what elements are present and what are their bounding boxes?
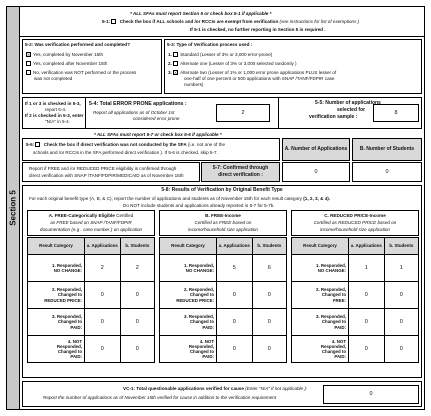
s57-title-a: 5-7: Confirmed through <box>212 165 269 171</box>
s56-text-c: schools and /or RCCIs in the SFA performed direct verification ). If 5-6 is checked, skip 5-7. <box>33 150 218 155</box>
result-category-line: 3. Responded, <box>52 314 83 320</box>
s58-table-title-suffix: Certified <box>116 213 134 218</box>
result-category-label <box>160 336 217 363</box>
s58-result-table <box>291 237 419 363</box>
s53-option-1-checkbox[interactable] <box>173 52 178 57</box>
result-category-line: PAID: <box>202 354 215 360</box>
students-value[interactable]: 0 <box>120 282 154 309</box>
result-category-line: Changed to <box>321 319 347 325</box>
applications-header: a. Applications <box>349 238 385 255</box>
result-category-label <box>292 309 349 336</box>
s53-title: 5-3: Type of Verification process used : <box>167 42 253 47</box>
s51-text: Check the box if ALL schools and /or RCCIs are exempt from verification <box>119 19 279 24</box>
s52-option-1-label: Yes, completed by November 15th <box>33 52 104 57</box>
applications-value[interactable]: 0 <box>217 309 253 336</box>
s53-option-3[interactable]: 3. X Alternate two (Lesser of 1% or 1,000 error prone applications PLUS lesser of <box>168 70 337 76</box>
students-value[interactable]: 6 <box>252 255 286 282</box>
s52-title: 5-2: Was verification performed and completed? <box>25 42 130 47</box>
s52-option-3-label: No, verification was NOT performed or the process <box>33 70 137 75</box>
table-row <box>292 282 419 309</box>
result-category-line: Changed to <box>57 319 83 325</box>
s57-col-applications: A. Number of Applications <box>282 138 350 161</box>
result-category-line: 1. Responded, <box>316 262 347 268</box>
vc1-box <box>22 381 422 407</box>
students-value[interactable]: 0 <box>252 282 286 309</box>
s53-option-1-label: Standard (Lesser of 3% or 3,000 error-prone) <box>180 52 273 57</box>
result-category-line: 4. NOT <box>67 338 83 344</box>
result-category-line: 3. Responded, <box>184 314 215 320</box>
table-row <box>28 309 155 336</box>
result-category-line: NO CHANGE: <box>317 268 347 273</box>
applications-value[interactable]: 0 <box>85 282 121 309</box>
applications-value[interactable]: 5 <box>217 255 253 282</box>
s58-table-title-main: B. FREE-Income <box>205 213 241 218</box>
result-category-label <box>28 309 85 336</box>
s58-desc-a-bold: (1, 2, 3, & 4). <box>303 196 331 201</box>
s57-text-b: direct verification with SNAP /TANF/FDPIR/MEDICAID as of November 15th <box>29 173 184 178</box>
s58-title: 5-8: Results of Verification by Original Benefit Type <box>161 187 283 193</box>
s52-box <box>22 39 162 94</box>
s58-table-c <box>291 210 419 363</box>
students-value[interactable]: 0 <box>384 336 418 363</box>
s54-value[interactable]: 2 <box>216 104 270 122</box>
section-label: Section 5 <box>8 190 18 226</box>
result-category-line: 2. Responded, <box>52 287 83 293</box>
s58-table-sub-b: documentation (e.g . case number ) on application <box>39 227 143 232</box>
result-category-line: Changed to <box>189 349 215 354</box>
vc1-value[interactable]: 0 <box>323 385 419 404</box>
s53-option-2[interactable]: 2. Alternate one (Lesser of 3% or 3,000 selected randomly ) <box>168 61 297 66</box>
s53-option-2-checkbox[interactable] <box>173 61 178 66</box>
s57-title-b: direct verification : <box>218 172 263 178</box>
s58-table-b <box>159 210 287 363</box>
result-category-label <box>292 255 349 282</box>
result-category-line: Changed to <box>189 292 215 298</box>
s54-note-a: If 1 or 3 is checked in 5-3, <box>25 101 81 106</box>
s58-table-title <box>292 213 418 218</box>
s53-box <box>164 39 422 94</box>
s56-text-a: Check the box if direct verification was not conducted by the SFA <box>43 142 187 147</box>
table-row <box>28 282 155 309</box>
result-category-label <box>28 282 85 309</box>
applications-value[interactable]: 2 <box>85 255 121 282</box>
result-category-line: PAID: <box>334 354 347 360</box>
divider <box>85 98 86 128</box>
s58-table-title <box>28 213 154 218</box>
s58-table-a <box>27 210 155 363</box>
s56-label: 5-6: <box>26 142 35 147</box>
s52-option-2-label: Yes, completed after November 15th <box>33 61 108 66</box>
table-row <box>160 282 287 309</box>
result-category-line: Responded, <box>320 343 347 349</box>
s51-note: (see instructions for list of exemptions ) <box>279 19 360 24</box>
applications-value[interactable]: 0 <box>349 309 385 336</box>
s57-value-students[interactable]: 0 <box>352 162 422 182</box>
result-category-line: Changed to <box>321 349 347 354</box>
s53-option-2-label: Alternate one (Lesser of 3% or 3,000 selected randomly ) <box>180 61 297 66</box>
vc1-sub: Report the number of applications as of November 15th verified for cause in addition to the verification requirement <box>43 395 277 400</box>
table-row <box>292 309 419 336</box>
students-value[interactable]: 0 <box>252 336 286 363</box>
s52-option-3-checkbox[interactable] <box>26 70 31 75</box>
result-category-line: Changed to <box>57 292 83 298</box>
s55-title-c: verification sample : <box>309 114 358 120</box>
s54-note-d: "N/A" in 5-4. <box>45 119 70 124</box>
result-category-label <box>28 336 85 363</box>
applications-value[interactable]: 1 <box>349 255 385 282</box>
students-header: b. Students <box>384 238 418 255</box>
result-category-line: 1. Responded, <box>184 262 215 268</box>
s51-row <box>102 19 359 24</box>
s54-note-c: If 2 is checked in 5-3, enter <box>25 113 84 118</box>
s57-value-applications[interactable]: 0 <box>282 162 350 182</box>
result-category-line: Changed to <box>57 349 83 354</box>
result-category-label <box>160 282 217 309</box>
s57-text-a: Report if FREE and /or REDUCED PRICE eligibility is confirmed through <box>29 166 177 171</box>
divider <box>278 98 279 128</box>
s58-desc-a <box>29 196 330 201</box>
s58-table-header <box>27 210 155 236</box>
result-category-line: 4. NOT <box>331 338 347 344</box>
s58-table-title-main: A. FREE-Categorically Eligible <box>48 213 115 218</box>
s58-result-table <box>159 237 287 363</box>
s56-header: * ALL SFAs must report 5-7 or check box 5-6 if applicable * <box>94 132 222 137</box>
s58-table-sub-b: income/household size application <box>188 227 258 232</box>
s55-title-b: selected for <box>337 107 366 113</box>
s53-option-3-checkbox[interactable]: X <box>174 70 177 76</box>
result-category-line: Changed to <box>189 319 215 325</box>
s54-note-b: report 5-4. <box>45 107 67 112</box>
result-category-line: NO CHANGE: <box>53 268 83 273</box>
students-header: b. Students <box>120 238 154 255</box>
result-category-label <box>28 255 85 282</box>
applications-value[interactable]: 0 <box>217 336 253 363</box>
table-row <box>160 309 287 336</box>
result-category-line: PAID: <box>70 324 83 330</box>
table-row <box>160 255 287 282</box>
s54-s55-row <box>22 97 422 129</box>
divider <box>20 36 424 37</box>
s58-table-title-main: C. REDUCED PRICE-Income <box>324 213 386 218</box>
s51-instruction: If 5-1 is checked, no further reporting in Section 5 is required . <box>190 27 326 32</box>
students-value[interactable]: 0 <box>120 336 154 363</box>
s52-option-3-label-2: was not completed <box>34 76 73 81</box>
applications-value[interactable]: 0 <box>85 309 121 336</box>
students-value[interactable]: 0 <box>384 282 418 309</box>
s54-title: 5-4: Total ERROR PRONE applications : <box>89 101 187 107</box>
applications-value[interactable]: 0 <box>85 336 121 363</box>
section-sidebar <box>7 7 20 409</box>
s58-desc-b: Do NOT include students and applications already reported in 5-7 for 5-7b. <box>123 203 275 208</box>
s52-option-3[interactable] <box>26 70 136 75</box>
s52-option-2[interactable] <box>26 61 107 66</box>
applications-value[interactable]: 0 <box>349 336 385 363</box>
applications-value[interactable]: 0 <box>217 282 253 309</box>
result-category-label <box>292 336 349 363</box>
s56-row <box>26 142 225 147</box>
table-row <box>28 336 155 363</box>
result-category-line: 4. NOT <box>199 338 215 344</box>
s58-table-sub-a: as FREE based on SNAP /TANF/FDPIR <box>50 220 132 225</box>
s58-desc-a-text: For each original benefit type (A, B, & C), report the number of applications and students as of November 15th for each result category <box>29 196 302 201</box>
vc1-note: (Enter "N/A" if not applicable ): <box>245 386 308 391</box>
s58-table-sub-b: income/household size application <box>320 227 390 232</box>
s55-title-a: 5-5: Number of applications <box>315 100 381 106</box>
s58-table-header <box>159 210 287 236</box>
verification-form-section-5 <box>6 6 425 410</box>
s53-option-1[interactable]: 1. Standard (Lesser of 3% or 3,000 error-prone) <box>168 52 273 57</box>
students-value[interactable]: 0 <box>384 309 418 336</box>
result-category-line: Responded, <box>188 343 215 349</box>
s53-option-3-label: Alternate two (Lesser of 1% or 1,000 error prone applications PLUS lesser of <box>180 70 337 75</box>
students-header: b. Students <box>252 238 286 255</box>
students-value[interactable]: 1 <box>384 255 418 282</box>
vc1-title-row <box>123 386 307 391</box>
result-category-line: PAID: <box>202 324 215 330</box>
s51-header: * ALL SFAs must report Section 5 or check box 5-1 if applicable * <box>130 11 272 16</box>
section-body <box>20 7 424 409</box>
s53-option-3-label-3: numbers) <box>184 82 204 87</box>
s58-result-table <box>27 237 155 363</box>
applications-value[interactable]: 0 <box>349 282 385 309</box>
s58-box <box>22 185 422 378</box>
result-category-line: PAID: <box>334 324 347 330</box>
s52-option-1[interactable] <box>26 52 103 57</box>
applications-header: a. Applications <box>217 238 253 255</box>
result-category-line: REDUCED PRICE: <box>44 297 83 303</box>
table-row <box>28 255 155 282</box>
table-row <box>160 336 287 363</box>
result-category-label <box>292 282 349 309</box>
s57-desc-box <box>22 162 200 182</box>
result-category-line: 2. Responded, <box>184 287 215 293</box>
s51-label: 5-1: <box>102 19 111 24</box>
result-category-line: FREE: <box>332 297 347 303</box>
result-category-header: Result Category <box>28 238 85 255</box>
s51-checkbox[interactable] <box>111 19 116 24</box>
result-category-line: 2. Responded, <box>316 287 347 293</box>
result-category-line: REDUCED PRICE: <box>176 297 215 303</box>
s58-table-title <box>160 213 286 218</box>
students-value[interactable]: 0 <box>252 309 286 336</box>
students-value[interactable]: 2 <box>120 255 154 282</box>
s56-checkbox[interactable] <box>35 142 40 147</box>
s58-table-sub-a: Certified as FREE based on <box>194 220 252 225</box>
s58-table-header <box>291 210 419 236</box>
table-row <box>292 336 419 363</box>
s58-table-sub-a: Certified as REDUCED PRICE based on <box>313 220 397 225</box>
students-value[interactable]: 0 <box>120 309 154 336</box>
applications-header: a. Applications <box>85 238 121 255</box>
vc1-title: VC-1: Total questionable applications verified for cause <box>123 386 244 391</box>
result-category-line: 3. Responded, <box>316 314 347 320</box>
result-category-header: Result Category <box>160 238 217 255</box>
s54-sub-b: considered error prone <box>133 116 180 121</box>
s56-box <box>22 138 280 161</box>
result-category-label <box>160 255 217 282</box>
s52-option-1-checkbox[interactable]: X <box>27 52 30 58</box>
s56-text-b: (i.e. not one of the <box>187 142 225 147</box>
result-category-label <box>160 309 217 336</box>
s57-col-students: B. Number of Students <box>352 138 422 161</box>
s55-value[interactable]: 8 <box>373 104 419 122</box>
result-category-header: Result Category <box>292 238 349 255</box>
s54-sub-a: Report all applications as of October 1st <box>93 110 175 115</box>
s53-option-3-label-2: one-half of one percent or 500 applications with SNAP /TANF/FDPIR case <box>184 76 335 81</box>
s52-option-2-checkbox[interactable] <box>26 61 31 66</box>
result-category-line: PAID: <box>70 354 83 360</box>
result-category-line: NO CHANGE: <box>185 268 215 273</box>
result-category-line: Changed to <box>321 292 347 298</box>
s57-title-box <box>201 162 280 182</box>
result-category-line: 1. Responded, <box>52 262 83 268</box>
table-row <box>292 255 419 282</box>
result-category-line: Responded, <box>56 343 83 349</box>
